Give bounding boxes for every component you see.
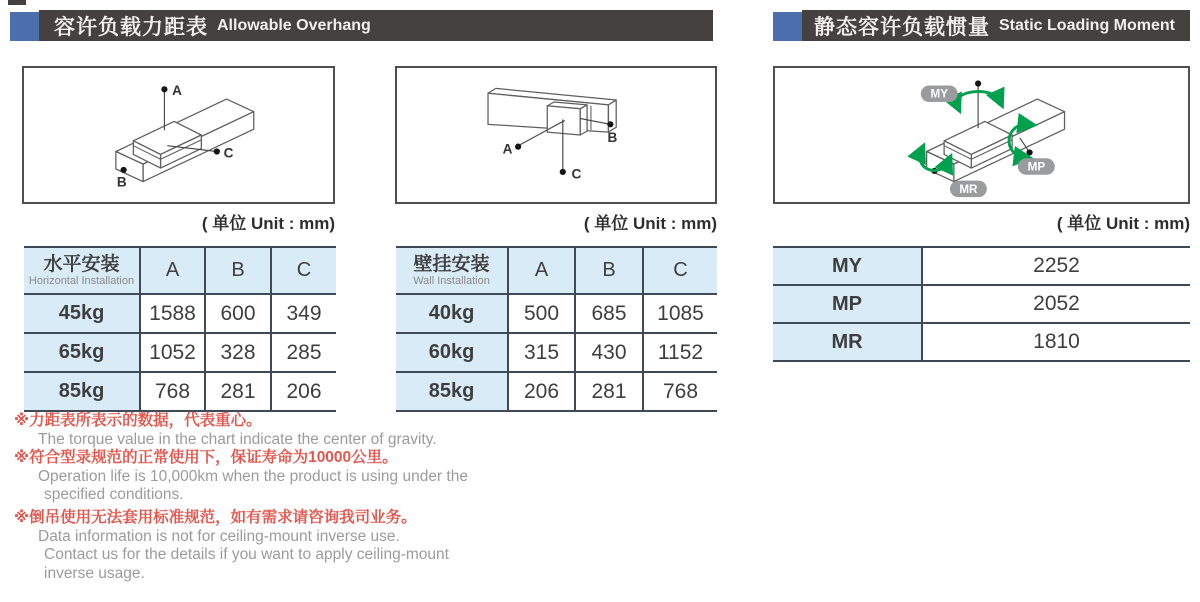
note-line: ※力距表所表示的数据，代表重心。: [14, 412, 262, 429]
value-cell: 1085: [643, 294, 717, 333]
moment-label-cell: MY: [773, 247, 922, 285]
column-header-a: A: [140, 247, 205, 294]
note-line: Operation life is 10,000km when the product is using under the: [38, 467, 468, 485]
value-cell: 281: [205, 372, 271, 411]
value-cell: 315: [508, 333, 575, 372]
my-pill-label: MY: [930, 87, 948, 101]
table-title-cell: [24, 247, 140, 294]
value-cell: 285: [271, 333, 336, 372]
table-title-cell: [396, 247, 508, 294]
mp-pill-label: MP: [1027, 160, 1046, 174]
table-title-en: Horizontal Installation: [28, 274, 135, 287]
load-cell: 85kg: [396, 372, 508, 411]
slider-block: [547, 102, 591, 135]
load-cell: 65kg: [24, 333, 140, 372]
mr-pill-label: MR: [959, 182, 978, 196]
load-cell: 85kg: [24, 372, 140, 411]
column-header-b: B: [205, 247, 271, 294]
table-row: [773, 323, 1190, 361]
table-header-row: [24, 247, 336, 294]
wall-installation-table: [396, 246, 717, 412]
load-cell: 45kg: [24, 294, 140, 333]
moment-my: [921, 80, 1000, 128]
table-row: [773, 247, 1190, 285]
table-header-row: [396, 247, 717, 294]
section-title-en: Static Loading Moment: [999, 16, 1175, 34]
moment-label-cell: MR: [773, 323, 922, 361]
moment-value-cell: 1810: [922, 323, 1190, 361]
accent-square-left: [10, 12, 39, 41]
note-line: inverse usage.: [44, 564, 145, 582]
value-cell: 1588: [140, 294, 205, 333]
rail-side-drawing-icon: [397, 68, 715, 202]
note-line: Data information is not for ceiling-mount inverse use.: [38, 527, 400, 545]
value-cell: 206: [508, 372, 575, 411]
static-moment-table: [773, 246, 1190, 362]
table-row: [24, 294, 336, 333]
table-row: [396, 372, 717, 411]
section-title-zh: 容许负载力距表: [54, 15, 208, 39]
value-cell: 1052: [140, 333, 205, 372]
unit-label: ( 单位 Unit : mm): [1056, 214, 1190, 233]
value-cell: 685: [575, 294, 643, 333]
value-cell: 1152: [643, 333, 717, 372]
rail-moment-drawing-icon: [775, 68, 1188, 202]
value-cell: 500: [508, 294, 575, 333]
section-header-moment: [802, 10, 1190, 41]
table-row: [773, 285, 1190, 323]
value-cell: 206: [271, 372, 336, 411]
note-line: ※符合型录规范的正常使用下，保证寿命为10000公里。: [14, 449, 398, 467]
point-c-label: C: [223, 145, 234, 161]
load-cell: 60kg: [396, 333, 508, 372]
table-title-zh: 壁挂安装: [413, 253, 490, 275]
section-title-zh: 静态容许负载惯量: [814, 15, 990, 39]
value-cell: 430: [575, 333, 643, 372]
horizontal-installation-table: [24, 246, 336, 412]
rail-isometric-drawing-icon: [24, 68, 333, 202]
value-cell: 328: [205, 333, 271, 372]
value-cell: 600: [205, 294, 271, 333]
section-title-en: Allowable Overhang: [217, 16, 371, 34]
point-b-label: B: [607, 129, 618, 145]
note-line: ※倒吊使用无法套用标准规范，如有需求请咨询我司业务。: [14, 508, 417, 526]
point-a-label: A: [172, 83, 183, 99]
unit-label: ( 单位 Unit : mm): [583, 214, 717, 233]
table-row: [24, 333, 336, 372]
column-header-b: B: [575, 247, 643, 294]
moment-value-cell: 2252: [922, 247, 1190, 285]
section-header-overhang: [39, 10, 713, 41]
column-header-c: C: [643, 247, 717, 294]
table-row: [396, 333, 717, 372]
column-header-a: A: [508, 247, 575, 294]
table-row: [396, 294, 717, 333]
table-title-zh: 水平安装: [43, 253, 120, 275]
table-row: [24, 372, 336, 411]
moment-label-cell: MP: [773, 285, 922, 323]
note-line: Contact us for the details if you want to apply ceiling-mount: [44, 546, 449, 564]
table-title-en: Wall Installation: [413, 274, 490, 287]
wall-installation-diagram: [395, 66, 717, 204]
note-line: The torque value in the chart indicate the center of gravity.: [38, 430, 437, 448]
value-cell: 768: [643, 372, 717, 411]
point-c-label: C: [571, 166, 582, 182]
unit-label: ( 单位 Unit : mm): [201, 214, 335, 233]
moment-value-cell: 2052: [922, 285, 1190, 323]
footnotes: [14, 412, 534, 583]
note-line: specified conditions.: [44, 486, 184, 504]
accent-square-right: [773, 12, 802, 41]
value-cell: 768: [140, 372, 205, 411]
page-corner-mark: [8, 0, 26, 5]
value-cell: 281: [575, 372, 643, 411]
load-cell: 40kg: [396, 294, 508, 333]
point-a-label: A: [502, 141, 513, 157]
horizontal-installation-diagram: [22, 66, 335, 204]
value-cell: 349: [271, 294, 336, 333]
column-header-c: C: [271, 247, 336, 294]
static-moment-diagram: [773, 66, 1190, 204]
point-b-label: B: [116, 174, 127, 190]
